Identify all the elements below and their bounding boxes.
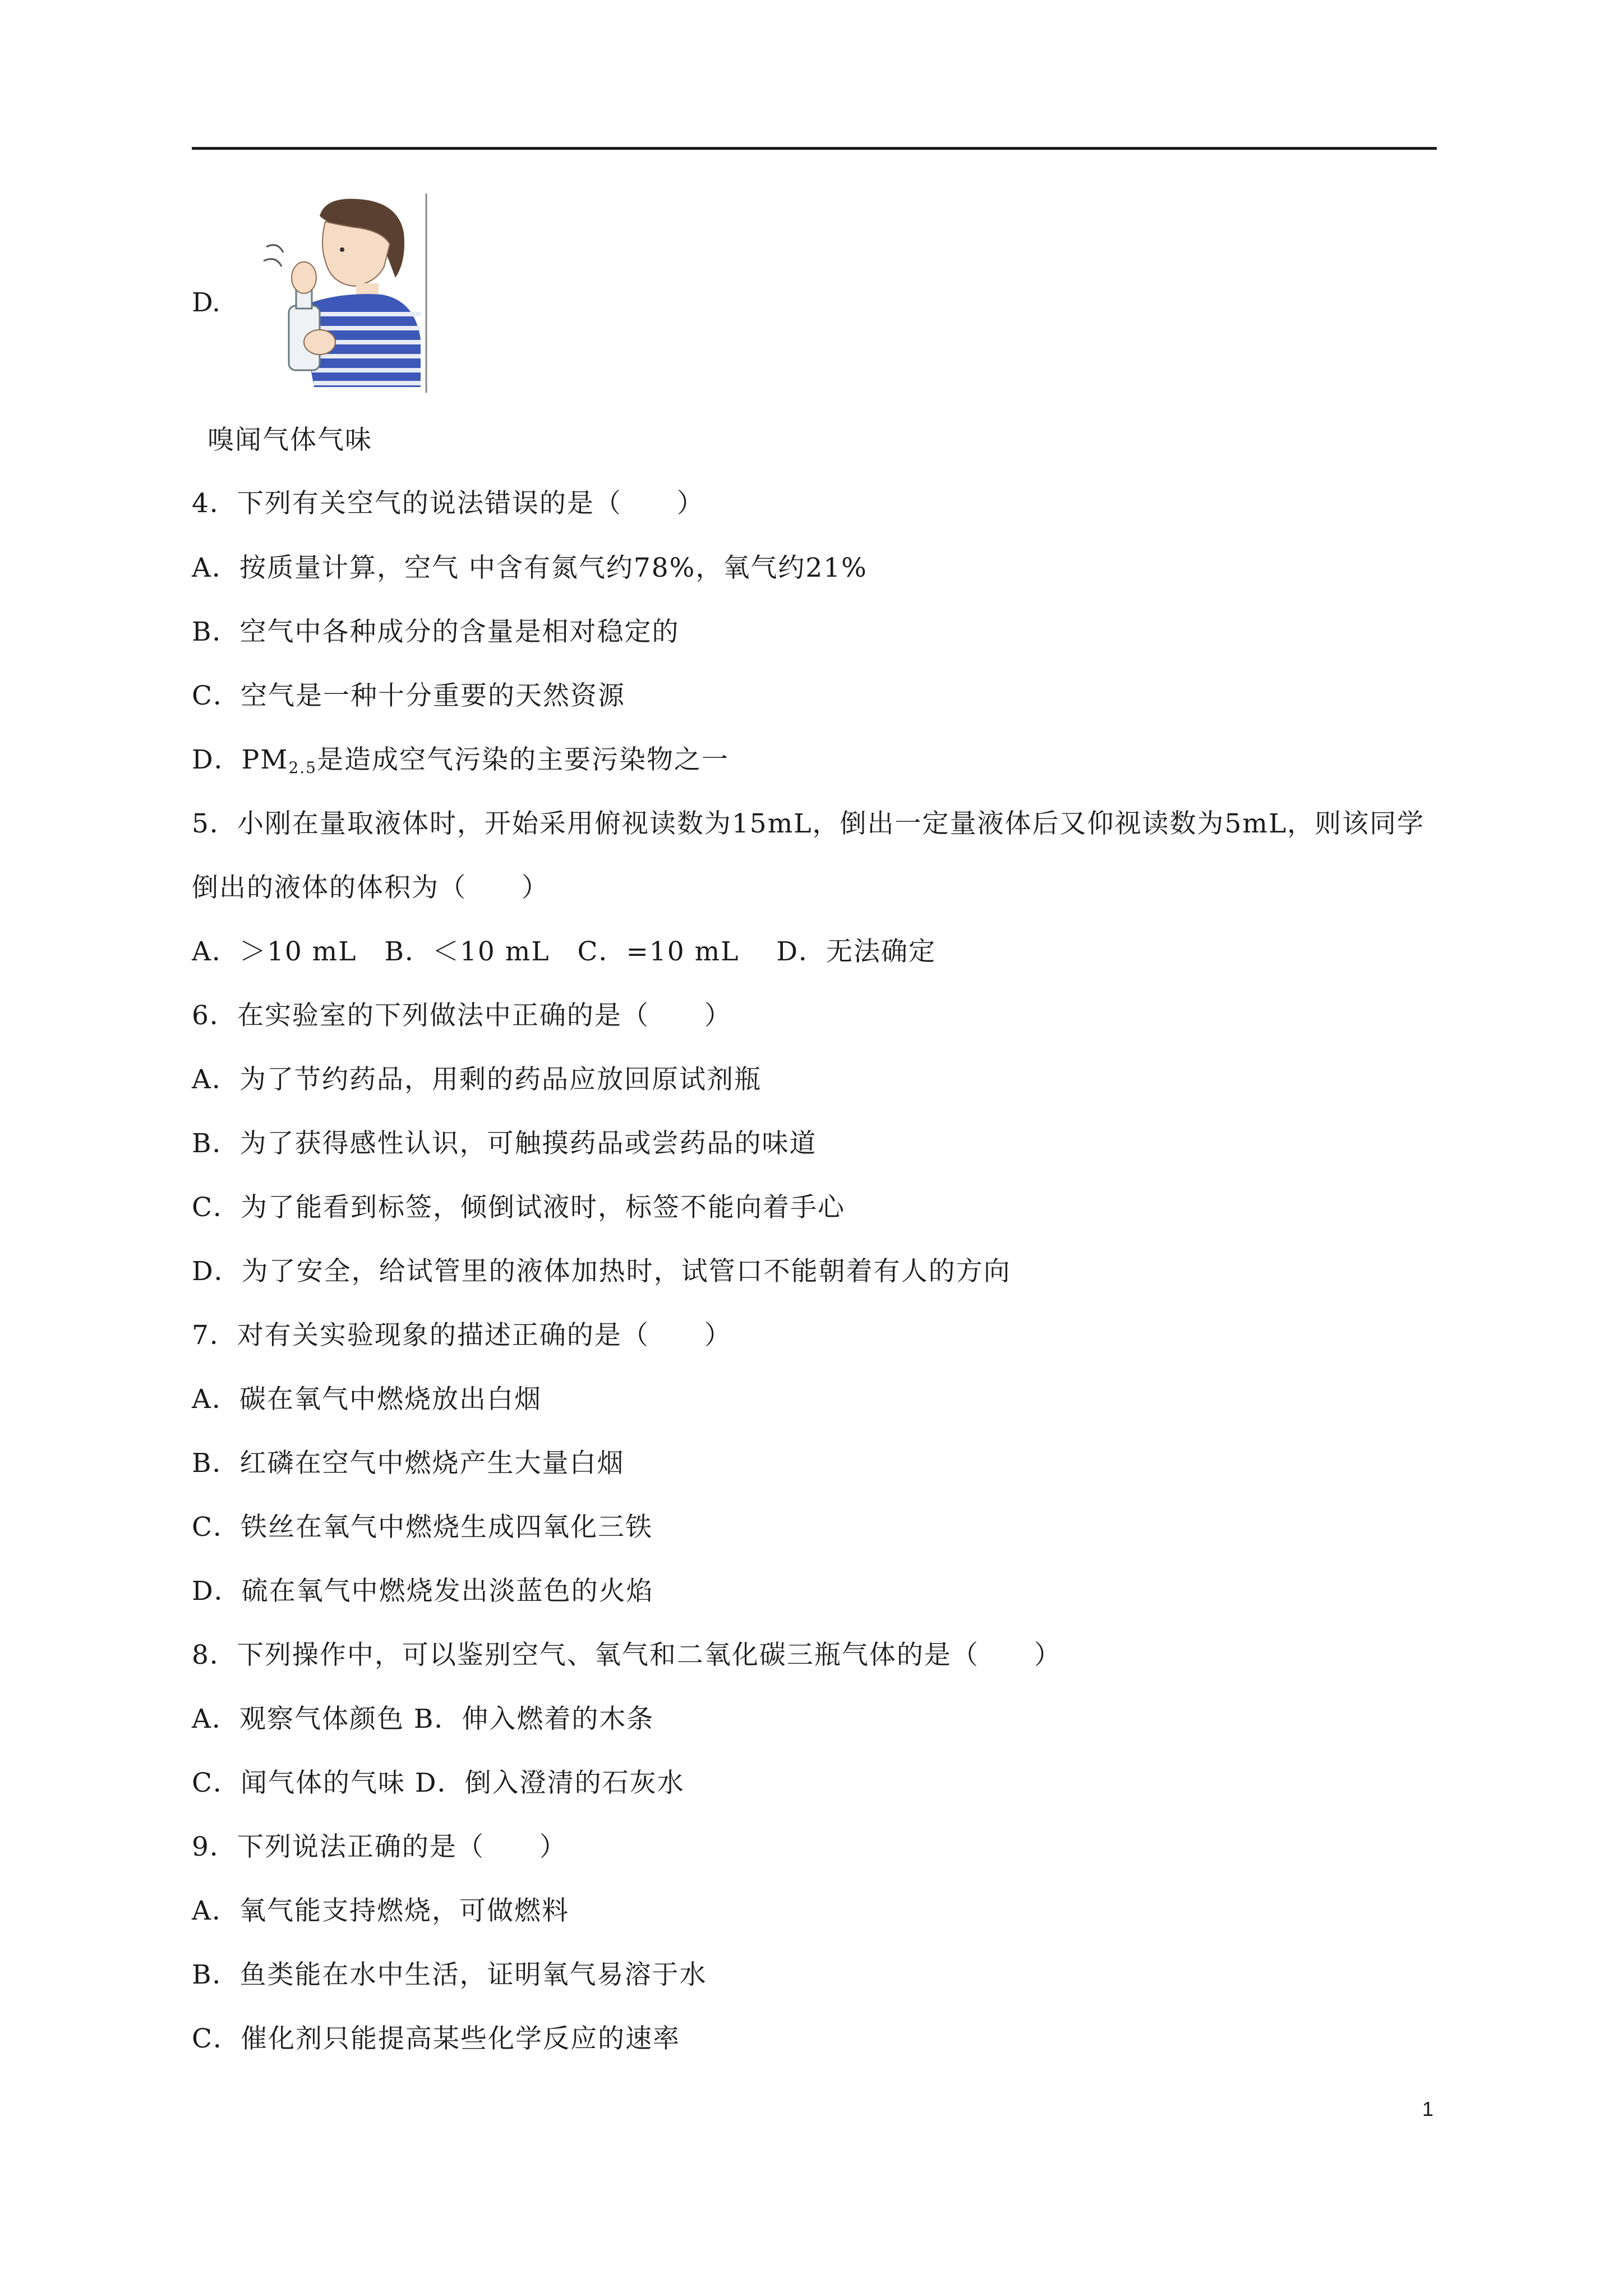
q4-option-d <box>192 743 729 785</box>
q6-option-d: D．为了安全，给试管里的液体加热时，试管口不能朝着有人的方向 <box>192 1256 1011 1287</box>
q7-option-d: D．硫在氧气中燃烧发出淡蓝色的火焰 <box>192 1576 654 1607</box>
q9-option-c: C．催化剂只能提高某些化学反应的速率 <box>192 2023 680 2054</box>
q7-stem: 7．对有关实验现象的描述正确的是（ ） <box>192 1320 732 1351</box>
q3-option-d-label: D. <box>192 287 220 318</box>
q6-option-b: B．为了获得感性认识，可触摸药品或尝药品的味道 <box>192 1128 817 1159</box>
header-rule <box>192 147 1437 150</box>
q9-option-b: B．鱼类能在水中生活，证明氧气易溶于水 <box>192 1959 707 1990</box>
q4-option-d-suffix: 是造成空气污染的主要污染物之一 <box>316 744 729 775</box>
q5-stem-line2: 倒出的液体的体积为（ ） <box>192 872 549 903</box>
q8-options-ab: A．观察气体颜色 B．伸入燃着的木条 <box>192 1704 654 1734</box>
q4-option-d-subscript: 2.5 <box>288 758 317 777</box>
q5-stem-line1: 5．小刚在量取液体时，开始采用俯视读数为15mL，倒出一定量液体后又仰视读数为5mL，则该同学 <box>192 808 1425 839</box>
q4-option-b: B．空气中各种成分的含量是相对稳定的 <box>192 616 680 647</box>
smelling-gas-illustration <box>236 194 432 393</box>
q4-option-c: C．空气是一种十分重要的天然资源 <box>192 680 625 711</box>
q5-options: A．＞10 mL B．＜10 mL C．=10 mL D．无法确定 <box>192 936 937 967</box>
q3-option-d-caption: 嗅闻气体气味 <box>208 425 372 455</box>
q7-option-a: A．碳在氧气中燃烧放出白烟 <box>192 1384 542 1415</box>
q6-option-c: C．为了能看到标签，倾倒试液时，标签不能向着手心 <box>192 1192 845 1223</box>
q4-stem: 4．下列有关空气的说法错误的是（ ） <box>192 488 704 519</box>
q6-stem: 6．在实验室的下列做法中正确的是（ ） <box>192 1000 732 1031</box>
q4-option-d-prefix: D．PM <box>192 744 289 775</box>
q8-stem: 8．下列操作中，可以鉴别空气、氧气和二氧化碳三瓶气体的是（ ） <box>192 1640 1062 1671</box>
q4-option-a: A．按质量计算，空气 中含有氮气约78%，氧气约21% <box>192 553 868 583</box>
q6-option-a: A．为了节约药品，用剩的药品应放回原试剂瓶 <box>192 1064 762 1095</box>
page-number: 1 <box>1422 2097 1434 2120</box>
q8-options-cd: C．闻气体的气味 D．倒入澄清的石灰水 <box>192 1768 685 1798</box>
q7-option-c: C．铁丝在氧气中燃烧生成四氧化三铁 <box>192 1512 653 1543</box>
q7-option-b: B．红磷在空气中燃烧产生大量白烟 <box>192 1448 625 1479</box>
q9-option-a: A．氧气能支持燃烧，可做燃料 <box>192 1895 569 1926</box>
q9-stem: 9．下列说法正确的是（ ） <box>192 1832 567 1862</box>
